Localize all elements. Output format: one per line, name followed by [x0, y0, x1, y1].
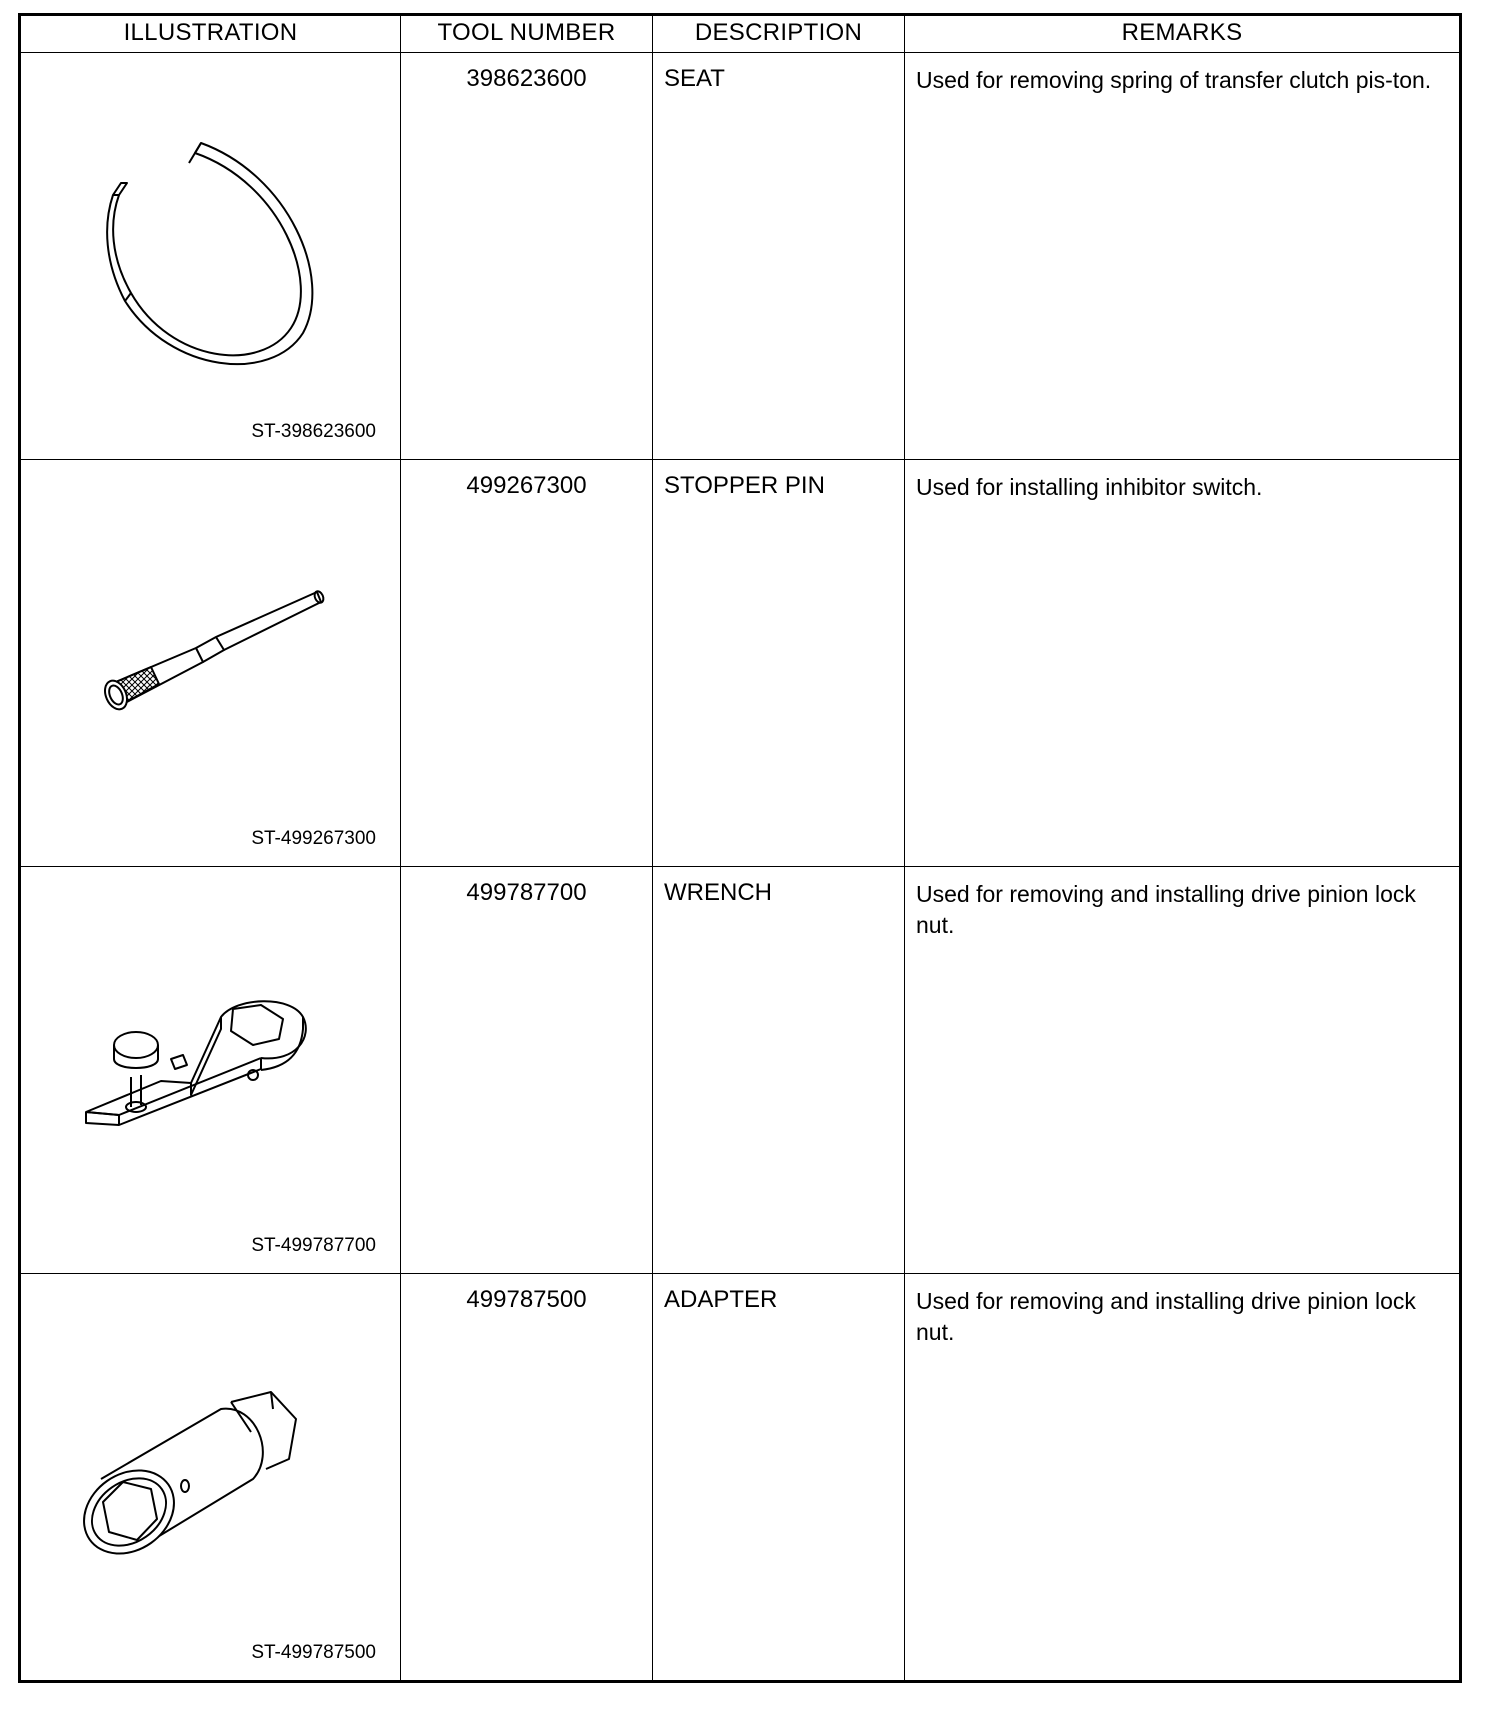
illustration-code: ST-499787700 [251, 1235, 376, 1256]
illustration-code: ST-499787500 [251, 1642, 376, 1663]
table-row [21, 459, 1459, 866]
tool-number-cell: 499787700 [400, 867, 652, 1273]
table-row [21, 52, 1459, 459]
illustration-cell [21, 53, 400, 459]
tool-number-cell: 398623600 [400, 53, 652, 459]
illustration-cell [21, 867, 400, 1273]
description-cell: SEAT [652, 53, 904, 459]
description-cell: ADAPTER [652, 1274, 904, 1680]
illustration-cell [21, 460, 400, 866]
remarks-cell: Used for removing and installing drive pinion lock nut. [904, 867, 1459, 1273]
remarks-cell: Used for installing inhibitor switch. [904, 460, 1459, 866]
socket-adapter-icon [21, 1274, 400, 1681]
remarks-cell: Used for removing and installing drive pinion lock nut. [904, 1274, 1459, 1680]
table-row [21, 1273, 1459, 1680]
wrench-icon [21, 867, 400, 1274]
stopper-pin-icon [21, 460, 400, 867]
snap-ring-seat-icon [21, 53, 400, 460]
illustration-code: ST-499267300 [251, 828, 376, 849]
remarks-cell: Used for removing spring of transfer clutch pis-ton. [904, 53, 1459, 459]
table-header-row [21, 16, 1459, 52]
illustration-code: ST-398623600 [251, 421, 376, 442]
header-tool-number: TOOL NUMBER [400, 16, 652, 52]
description-cell: STOPPER PIN [652, 460, 904, 866]
illustration-cell [21, 1274, 400, 1680]
header-remarks: REMARKS [904, 16, 1459, 52]
table-row [21, 866, 1459, 1273]
special-tools-table [18, 13, 1462, 1683]
description-cell: WRENCH [652, 867, 904, 1273]
header-description: DESCRIPTION [652, 16, 904, 52]
tool-number-cell: 499267300 [400, 460, 652, 866]
tool-number-cell: 499787500 [400, 1274, 652, 1680]
header-illustration: ILLUSTRATION [123, 19, 298, 46]
